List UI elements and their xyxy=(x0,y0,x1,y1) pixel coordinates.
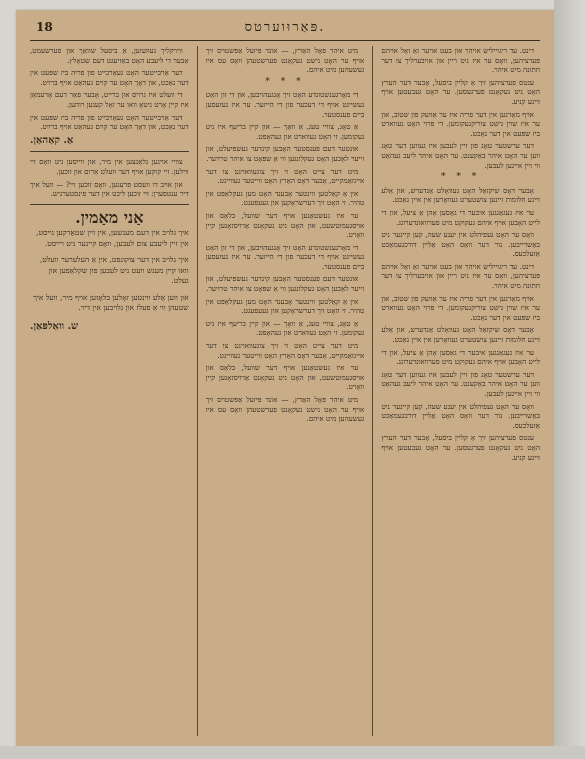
page-number: 18 xyxy=(36,20,53,34)
poem-stanza: און ווען אַלע ווינטען זאָלען בלאָזען אויף מיר, וועל איך שטעהן ווי אַ פעלז און גלויבען אין דיר. xyxy=(33,292,189,313)
paragraph: ער איז געשטאַנען אויף דער שוועל, בלאַס און אויסגעמוטשעט, און האָט ניט געקאָנט אַרויסזאָגען קיין וואָרט. xyxy=(205,363,365,392)
paragraph: דער ערשטער טאָג פון זיין לעבען איז געווען דער טאָג ווען ער האָט איהר באַקענט. ער האָט איהר ליעב געהאַט ווי זיין אייגען לעבען. xyxy=(381,141,540,170)
paragraph: צוויי אויגען גלאַנצען אין מיר, און ווייסען ניט וואָס זיי ווילען. זיי קוקען אויף דער וועלט אַרום און זוכען. xyxy=(29,157,189,176)
masthead-title: פּאַרוּוערטס. xyxy=(244,20,326,35)
scan-border-right xyxy=(554,0,585,759)
paragraph: די וועלט איז גרויס און ברייט, אָבער פאַר דעם אָרעמאַן איז קיין אָרט ניטאָ וואו ער זאָל קענען רוהען. xyxy=(29,90,189,109)
paragraph: מיט דער צייט האָט זי זיך צוגעוואוינט צו דער איינזאַמקייט, אָבער דאָס האַרץ האָט ווייטער געוויינט. xyxy=(205,166,365,186)
paragraph: אָבער דאָס שיקזאַל האָט געוואָלט אַנדערש, און אַלע זיינע חלומות זיינען צושטערט געוואָרען אין איין נאַכט. xyxy=(381,325,540,345)
column-middle xyxy=(206,46,365,736)
paragraph: דער ערשטער טאָג פון זיין לעבען איז געווען דער טאָג ווען ער האָט איהר באַקענט. ער האָט איהר ליעב געהאַט ווי זיין אייגען לעבען. xyxy=(381,369,540,398)
paragraph: דער אַרבייטער האָט געאַרבייט פון פריה ביז שפּעט אין דער נאַכט, און דאָך האָט ער קוים געהאַט אויף ברויט. xyxy=(29,68,189,87)
divider-rule xyxy=(30,151,189,152)
paragraph: אַ טאָג, צוויי טעג, אַ וואָך — און קיין בריעף איז ניט געקומען. זי האָט געווארט און געהאָפט. xyxy=(205,122,365,141)
paragraph: מיט איהר פּאָל האַרץ, — אונד פּיזעל אַפּשטויס זיך אויף ער האָט נישט געקאָנט פערשטעהן וואָס עס איז געשעהען מיט איהם. xyxy=(205,46,365,75)
paragraph: די מאָרגענשטונדע האָט זיך אָנגעהויבען, און די זון האָט געשיינט אויף די דעכער פון די הייזער. ער איז געזעסען ביים פענסטער. xyxy=(205,242,365,271)
section-divider-stars: * * * xyxy=(265,76,305,87)
newspaper-page xyxy=(16,10,554,746)
poem-body xyxy=(30,228,189,314)
paragraph: דינט. עד ריגוייליש אויהר און בעט אויער זאַ זאָל אויהם פּערציהען, וואָס ער איז ניט ריין און אויבערליך צו דער חתונה מיט איהר. xyxy=(381,261,540,291)
column-rule xyxy=(197,46,198,736)
paragraph: מיט איהר פּאָל האַרץ, — אונד פּיזעל אַפּשטויס זיך אויף ער האָט נישט געקאָנט פערשטעהן וואָס עס איז געשעהען מיט איהם. xyxy=(205,395,365,424)
paragraph: און אויב דו וועסט פרעגען, וואָס זוכען זיי? — וועל איך דיר ענטפערן: זיי זוכען ליכט אין דער פינסטערניש. xyxy=(29,179,189,199)
paragraph: אָבער דאָס שיקזאַל האָט געוואָלט אַנדערש, און אַלע זיינע חלומות זיינען צושטערט געוואָרען אין איין נאַכט. xyxy=(381,185,540,205)
paragraph: וואָס ער האָט געפיהלט אין יענע שעה, קען קיינער ניט באַשרייבען. נור דער וואָס האָט אַליין דורכגעמאַכט אַזעלכעס. xyxy=(381,230,540,259)
page-header xyxy=(30,18,540,41)
poem-title: אַני מאַמין. xyxy=(75,207,144,227)
paragraph: וואָס ער האָט געפיהלט אין יענע שעה, קען קיינער ניט באַשרייבען. נור דער וואָס האָט אַליין דורכגעמאַכט אַזעלכעס. xyxy=(381,401,540,430)
paragraph: אונטער דעם פענסטער האָבען קינדער געשפּיעלט, און זייער לאַכען האָט געקלונגען ווי אַ שפּאָט צו איהר טרויער. xyxy=(205,144,365,163)
author-signature: אַ. קאַהאַן. xyxy=(29,134,74,146)
paragraph: ער איז געגאַנגען איבער די גאַסען אָהן אַ ציעל, און די לייט האָבען אויף איהם געקוקט מיט פערוואונדערונג. xyxy=(381,347,540,367)
divider-rule xyxy=(30,204,189,205)
paragraph: אין אַ קאַלטען ווינטער אָבענד האָט מען געקלאַפּט אין טהיר. זי האָט זיך דערשראָקען און געעפענט. xyxy=(205,188,365,208)
column-rule xyxy=(372,46,373,736)
paragraph: מיט דער צייט האָט זי זיך צוגעוואוינט צו דער איינזאַמקייט, אָבער דאָס האַרץ האָט ווייטער געוויינט. xyxy=(205,341,365,360)
paragraph: ענטס פערציהען זיך אַ קליין ביסעל, אָבער דער הערץ האָט ניט געקאָנט פערגעסען. ער האָט געבעטען אויף זיינע קניע. xyxy=(381,77,540,106)
paragraph: דער אַרבייטער האָט געאַרבייט פון פריה ביז שפּעט אין דער נאַכט, און דאָך האָט ער קוים געהאַט אויף ברויט. xyxy=(29,112,189,132)
section-divider-stars: * * * xyxy=(441,172,481,183)
paragraph: אַ טאָג, צוויי טעג, אַ וואָך — און קיין בריעף איז ניט געקומען. זי האָט געווארט און געהאָפט. xyxy=(205,318,365,338)
paragraph: די מאָרגענשטונדע האָט זיך אָנגעהויבען, און די זון האָט געשיינט אויף די דעכער פון די הייזער. ער איז געזעסען ביים פענסטער. xyxy=(205,90,365,119)
paragraph: ער איז געגאַנגען איבער די גאַסען אָהן אַ ציעל, און די לייט האָבען אויף איהם געקוקט מיט פערוואונדערונג. xyxy=(381,207,540,227)
poem-stanza: איך גלויב אין דעם מענשען, אין זיין שטאַרקען גייסט, אין זיין ליעבע צום לעבען, וואָס קיינער ניט רייסט. xyxy=(36,228,189,248)
text-columns xyxy=(30,46,540,736)
paragraph: אונטער דעם פענסטער האָבען קינדער געשפּיעלט, און זייער לאַכען האָט געקלונגען ווי אַ שפּאָט צו איהר טרויער. xyxy=(205,274,365,294)
column-left xyxy=(30,46,189,736)
paragraph: אויף מאָרגען אין דער פריה איז ער אַוועק פון שטוב, און ער איז שוין נישט צוריקגעקומען. די פרוי האָט געווארט ביז שפּעט אין דער נאַכט. xyxy=(381,109,540,138)
scan-border-bottom xyxy=(0,746,585,759)
paragraph: אויף מאָרגען אין דער פריה איז ער אַוועק פון שטוב, און ער איז שוין נישט צוריקגעקומען. די פרוי האָט געווארט ביז שפּעט אין דער נאַכט. xyxy=(381,293,540,322)
paragraph: ענטס פערציהען זיך אַ קליין ביסעל, אָבער דער הערץ האָט ניט געקאָנט פערגעסען. ער האָט געבעטען אויף זיינע קניע. xyxy=(381,433,540,462)
poem-stanza: איך גלויב אין דער צוקונפט, אין אַ העלערער וועלט, וואו קיין מענש וועט ניט לעבען פון שקלאַפען און געלט. xyxy=(39,255,189,286)
paragraph: ער איז געשטאַנען אויף דער שוועל, בלאַס און אויסגעמוטשעט, און האָט ניט געקאָנט אַרויסזאָגען קיין וואָרט. xyxy=(205,210,365,240)
column-right xyxy=(381,46,540,736)
paragraph: אין אַ קאַלטען ווינטער אָבענד האָט מען געקלאַפּט אין טהיר. זי האָט זיך דערשראָקען און געעפענט. xyxy=(205,296,365,316)
author-signature: ש. וואַלפּאַן. xyxy=(29,320,79,332)
paragraph: ווירקליך געוועזען, אַ ביסעל שוואַך און פערשעמט, אָבער די ליעבע האָט באַזיעגט דעם שטאָלץ. xyxy=(29,46,189,65)
paragraph: דינט. עד ריגוייליש אויהר און בעט אויער זאַ זאָל אויהם פּערציהען, וואָס ער איז ניט ריין און אויבערליך צו דער חתונה מיט איהר. xyxy=(381,46,540,75)
